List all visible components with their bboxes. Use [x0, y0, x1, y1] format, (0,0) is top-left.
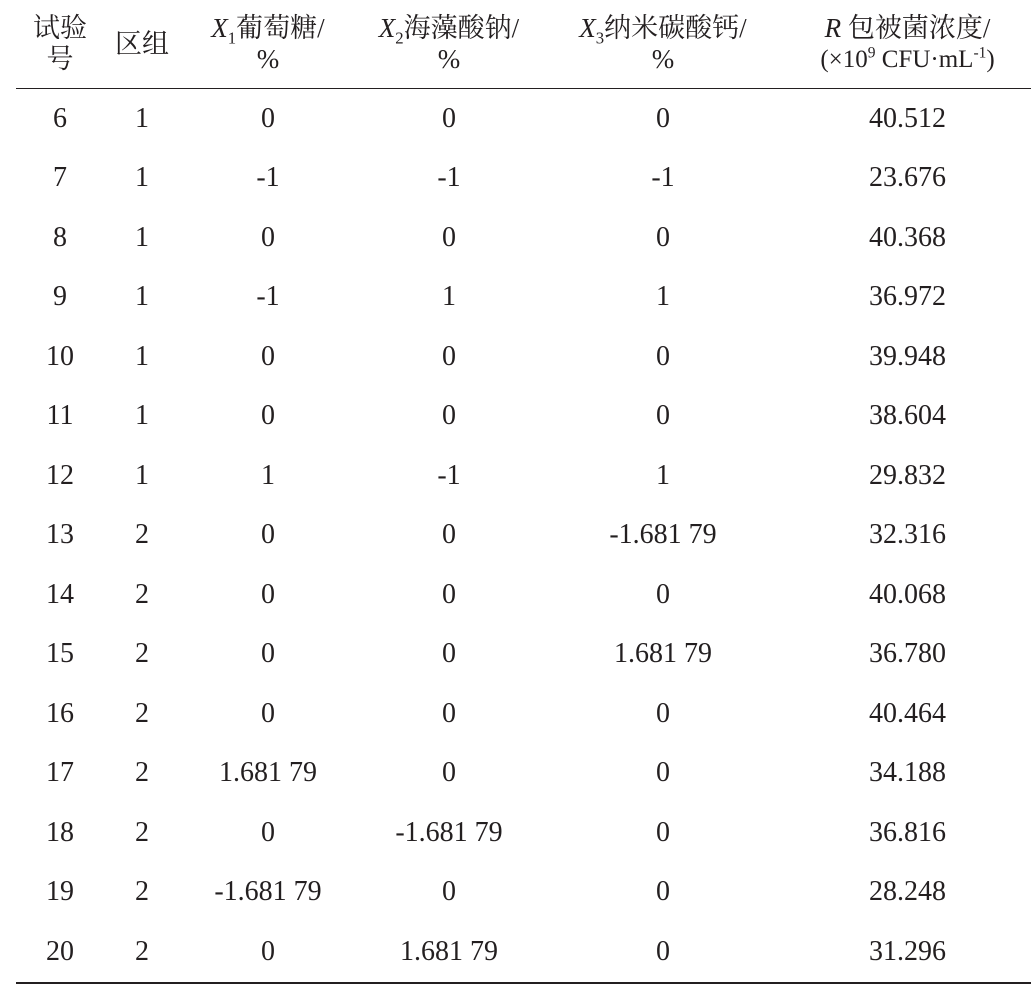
cell-trial-no: 12	[46, 459, 74, 491]
cell-block: 1	[135, 162, 149, 194]
cell-trial-no: 11	[46, 400, 74, 432]
cell-x1: -1	[256, 281, 280, 313]
cell-x3: -1.681 79	[609, 519, 717, 551]
header-block: 区组	[104, 0, 180, 89]
cell-x3: 0	[656, 876, 670, 908]
cell-x2: 0	[442, 757, 456, 789]
cell-r: 36.972	[869, 281, 946, 313]
header-r-unit	[784, 44, 1031, 75]
cell-r: 28.248	[869, 876, 946, 908]
table-row	[16, 208, 1031, 268]
cell-x1: 0	[261, 519, 275, 551]
cell-x2: 0	[442, 102, 456, 134]
cell-x1: 0	[261, 340, 275, 372]
cell-r: 39.948	[869, 340, 946, 372]
cell-x2: 0	[442, 578, 456, 610]
cell-x1: 0	[261, 578, 275, 610]
cell-block: 2	[135, 697, 149, 729]
cell-r: 34.188	[869, 757, 946, 789]
cell-trial-no: 9	[53, 281, 67, 313]
table-row	[16, 803, 1031, 863]
header-trial-no-line1: 试验	[33, 13, 87, 43]
cell-x3: 1	[656, 281, 670, 313]
table-row	[16, 506, 1031, 566]
cell-x2: 0	[442, 340, 456, 372]
header-x1-sub: 1	[227, 28, 237, 48]
header-r-label: 包被菌浓度/	[841, 13, 991, 43]
header-x1	[180, 0, 356, 89]
cell-trial-no: 13	[46, 519, 74, 551]
table-row	[16, 89, 1031, 149]
cell-x2: 0	[442, 638, 456, 670]
data-table	[16, 0, 1031, 984]
cell-x1: 0	[261, 102, 275, 134]
table-header	[16, 0, 1031, 89]
cell-trial-no: 7	[53, 162, 67, 194]
header-row	[16, 0, 1031, 89]
cell-r: 36.816	[869, 816, 946, 848]
cell-x2: 0	[442, 400, 456, 432]
cell-r: 40.368	[869, 221, 946, 253]
cell-x2: 1.681 79	[356, 922, 542, 983]
header-x3-label: 纳米碳酸钙/	[604, 13, 747, 43]
header-x1-var: X	[211, 13, 228, 43]
cell-x1: -1.681 79	[214, 876, 322, 908]
cell-trial-no: 15	[46, 638, 74, 670]
cell-x1: 0	[261, 697, 275, 729]
cell-x3: 0	[656, 102, 670, 134]
cell-trial-no: 10	[46, 340, 74, 372]
cell-x2: 0	[442, 697, 456, 729]
cell-x2: -1	[437, 459, 461, 491]
header-x1-label: 葡萄糖/	[236, 13, 325, 43]
table-body	[16, 89, 1031, 983]
header-x3-sub: 3	[595, 28, 605, 48]
table-row	[16, 387, 1031, 447]
cell-trial-no: 19	[46, 876, 74, 908]
cell-block: 2	[135, 638, 149, 670]
cell-trial-no: 6	[53, 102, 67, 134]
header-x2-sub: 2	[395, 28, 404, 48]
header-trial-no	[16, 0, 104, 89]
cell-x3: -1	[651, 162, 675, 194]
cell-x1: 0	[180, 922, 356, 983]
cell-trial-no: 16	[46, 697, 74, 729]
table-row	[16, 744, 1031, 804]
cell-block: 1	[135, 221, 149, 253]
cell-block: 2	[135, 519, 149, 551]
cell-r: 29.832	[869, 459, 946, 491]
header-trial-no-line2: 号	[46, 44, 74, 74]
cell-x1: 0	[261, 816, 275, 848]
cell-x2: 0	[442, 519, 456, 551]
cell-x3: 0	[656, 816, 670, 848]
cell-x1: 0	[261, 638, 275, 670]
cell-r: 36.780	[869, 638, 946, 670]
cell-x1: 0	[261, 400, 275, 432]
cell-x3: 0	[656, 400, 670, 432]
cell-block: 1	[135, 281, 149, 313]
cell-block: 2	[104, 922, 180, 983]
cell-block: 2	[135, 876, 149, 908]
cell-block: 1	[135, 459, 149, 491]
cell-block: 1	[135, 400, 149, 432]
header-r-var: R	[824, 13, 842, 43]
header-x2-unit: %	[437, 44, 461, 74]
cell-x3: 1	[656, 459, 670, 491]
table-row	[16, 863, 1031, 923]
cell-block: 1	[135, 102, 149, 134]
cell-trial-no: 18	[46, 816, 74, 848]
header-r-unit-suffix: )	[986, 46, 995, 73]
cell-block: 1	[135, 340, 149, 372]
cell-block: 2	[135, 578, 149, 610]
header-r-unit-exp2: -1	[973, 44, 987, 62]
table-row	[16, 625, 1031, 685]
header-r-unit-prefix: (×10	[820, 46, 868, 73]
cell-trial-no: 8	[53, 221, 67, 253]
table-row	[16, 327, 1031, 387]
cell-r: 38.604	[869, 400, 946, 432]
cell-r: 40.068	[869, 578, 946, 610]
cell-x1: 1.681 79	[219, 757, 317, 789]
cell-x2: -1	[437, 162, 461, 194]
cell-x3: 0	[656, 340, 670, 372]
table-row	[16, 565, 1031, 625]
cell-x2: 0	[442, 876, 456, 908]
header-x2-label: 海藻酸钠/	[403, 13, 520, 43]
table-row	[16, 922, 1031, 983]
cell-trial-no: 17	[46, 757, 74, 789]
header-x2-var: X	[378, 13, 396, 43]
cell-r: 31.296	[784, 922, 1031, 983]
cell-trial-no: 14	[46, 578, 74, 610]
header-r	[784, 0, 1031, 89]
cell-block: 2	[135, 757, 149, 789]
cell-x3: 0	[656, 697, 670, 729]
cell-x3: 1.681 79	[614, 638, 712, 670]
table-row	[16, 684, 1031, 744]
header-x3-unit: %	[651, 44, 675, 74]
cell-x2: 1	[442, 281, 456, 313]
cell-x3: 0	[542, 922, 784, 983]
header-x3	[542, 0, 784, 89]
cell-block: 2	[135, 816, 149, 848]
header-x2	[356, 0, 542, 89]
cell-x3: 0	[656, 757, 670, 789]
table-row	[16, 268, 1031, 328]
cell-r: 23.676	[869, 162, 946, 194]
table-row	[16, 446, 1031, 506]
cell-x2: -1.681 79	[395, 816, 503, 848]
header-r-unit-mid: CFU·mL	[875, 46, 974, 73]
header-r-unit-exp: 9	[867, 44, 876, 62]
cell-x3: 0	[656, 578, 670, 610]
cell-x1: 0	[261, 221, 275, 253]
cell-r: 40.512	[869, 102, 946, 134]
cell-x3: 0	[656, 221, 670, 253]
cell-x2: 0	[442, 221, 456, 253]
cell-trial-no: 20	[16, 922, 104, 983]
header-x3-var: X	[579, 13, 596, 43]
header-x1-unit: %	[256, 44, 280, 74]
cell-x1: -1	[256, 162, 280, 194]
table-row	[16, 149, 1031, 209]
cell-x1: 1	[261, 459, 275, 491]
cell-r: 40.464	[869, 697, 946, 729]
cell-r: 32.316	[869, 519, 946, 551]
